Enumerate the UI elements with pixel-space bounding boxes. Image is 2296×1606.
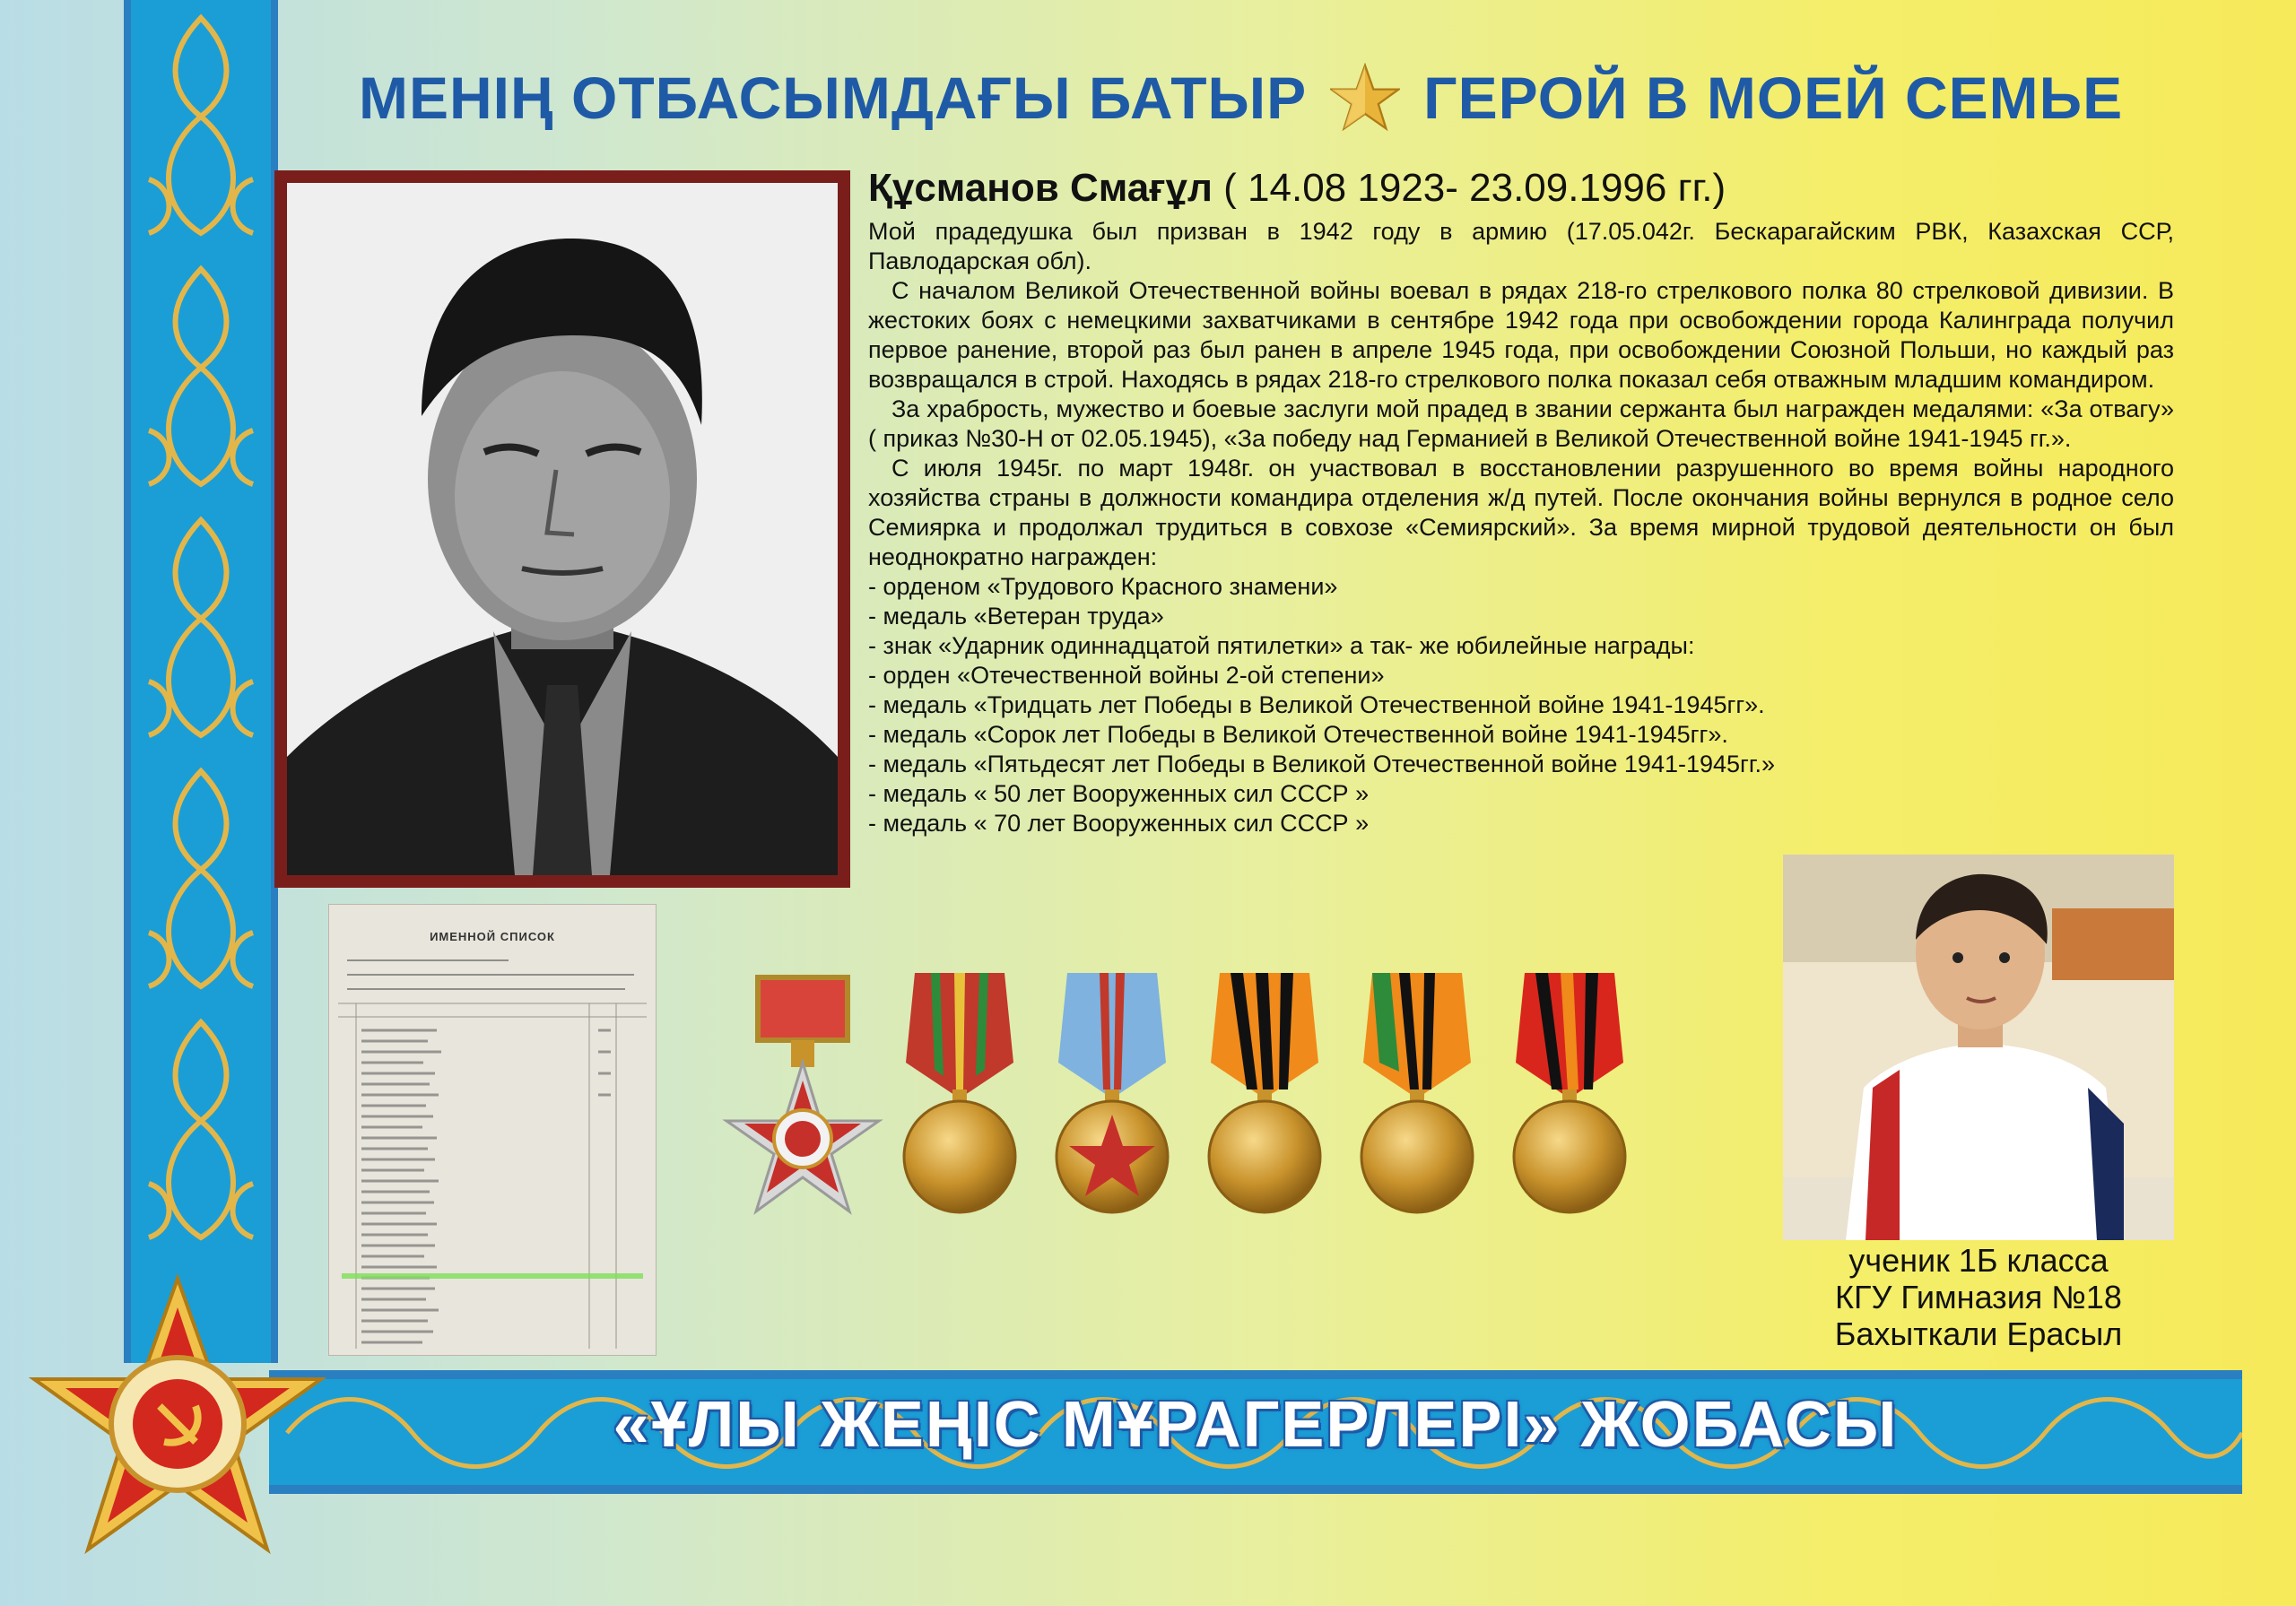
patriotic-war-order-emblem-icon (25, 1272, 330, 1576)
award-item: - медаль «Тридцать лет Победы в Великой Отечественной войне 1941-1945гг». (868, 691, 1765, 718)
order-patriotic-war-icon (726, 977, 879, 1211)
student-photo (1783, 855, 2174, 1240)
gold-star-icon (1330, 63, 1400, 133)
biography (868, 163, 2174, 838)
document-heading: ИМЕННОЙ СПИСОК (430, 930, 555, 943)
medal-50-years-victory-icon (1514, 973, 1625, 1212)
page-title (359, 57, 2206, 138)
medal-40-years-victory-icon (1361, 973, 1473, 1212)
project-title: «ҰЛЫ ЖЕҢІС МҰРАГЕРЛЕРІ» ЖОБАСЫ (613, 1389, 1899, 1461)
award-item: - знак «Ударник одиннадцатой пятилетки» а так- же юбилейные награды: (868, 632, 1695, 659)
award-item: - медаль « 70 лет Вооруженных сил СССР » (868, 810, 1370, 837)
award-item: - медаль « 50 лет Вооруженных сил СССР » (868, 780, 1370, 807)
hero-name-line (868, 163, 2174, 213)
student-school: КГУ Гимназия №18 (1835, 1279, 2122, 1315)
award-item: - орден «Отечественной войны 2-ой степени» (868, 662, 1385, 689)
project-banner (0, 1370, 2296, 1494)
hero-dates: ( 14.08 1923- 23.09.1996 гг.) (1223, 166, 1726, 210)
hero-portrait-frame (274, 170, 850, 888)
award-item: - медаль «Сорок лет Победы в Великой Отечественной войне 1941-1945гг». (868, 721, 1728, 748)
archival-document (328, 904, 657, 1356)
student-class: ученик 1Б класса (1848, 1242, 2109, 1279)
bio-paragraph: За храбрость, мужество и боевые заслуги мой прадед в звании сержанта был награжден медалями: «За отвагу» ( приказ №30-Н от 02.05.1945), «За победу над Германией в Великой Отечественной войне 1941-1945 гг.». (868, 395, 2174, 452)
student-name: Бахыткали Ерасыл (1834, 1315, 2123, 1352)
student-caption (1758, 1242, 2199, 1352)
hero-name: Құсманов Смағұл (868, 166, 1213, 210)
title-russian: ГЕРОЙ В МОЕЙ СЕМЬЕ (1423, 65, 2124, 131)
award-item: - медаль «Ветеран труда» (868, 603, 1164, 629)
hero-portrait-photo (287, 183, 838, 875)
bio-paragraph: С июля 1945г. по март 1948г. он участвовал в восстановлении разрушенного во время войны народного хозяйства страны в должности командира отделения ж/д путей. После окончания войны вернулся в родное село Семиярка и продолжал трудиться в совхозе «Семиярский». За время мирной трудовой деятельности он был неоднократно награжден: (868, 455, 2174, 570)
bio-paragraph: Мой прадедушка был призван в 1942 году в армию (17.05.042г. Бескарагайским РВК, Казахская ССР, Павлодарская обл). (868, 218, 2174, 274)
bio-paragraph: С началом Великой Отечественной войны воевал в рядах 218-го стрелкового полка 80 стрелковой дивизии. В жестоких боях с немецкими захватчиками в сентябре 1942 года при освобождении города Калинграда получил первое ранение, второй раз был ранен в апреле 1945 года, при освобождении Союзной Польши, но каждый раз возвращался в строй. Находясь в рядах 218-го стрелкового полка показал себя отважным младшим командиром. (868, 277, 2174, 393)
medal-30-years-victory-icon (1209, 973, 1320, 1212)
award-item: - орденом «Трудового Красного знамени» (868, 573, 1338, 600)
document-lines-icon (329, 905, 656, 1355)
medal-50-years-armed-forces-icon (1057, 973, 1168, 1212)
medal-veteran-labour-icon (904, 973, 1015, 1212)
title-kazakh: МЕНІҢ ОТБАСЫМДАҒЫ БАТЫР (359, 65, 1308, 131)
award-item: - медаль «Пятьдесят лет Победы в Великой Отечественной войне 1941-1945гг.» (868, 751, 1775, 777)
medals-row (709, 964, 1767, 1269)
left-ornament-strip (124, 0, 278, 1363)
kazakh-ornament-icon (131, 0, 271, 1363)
